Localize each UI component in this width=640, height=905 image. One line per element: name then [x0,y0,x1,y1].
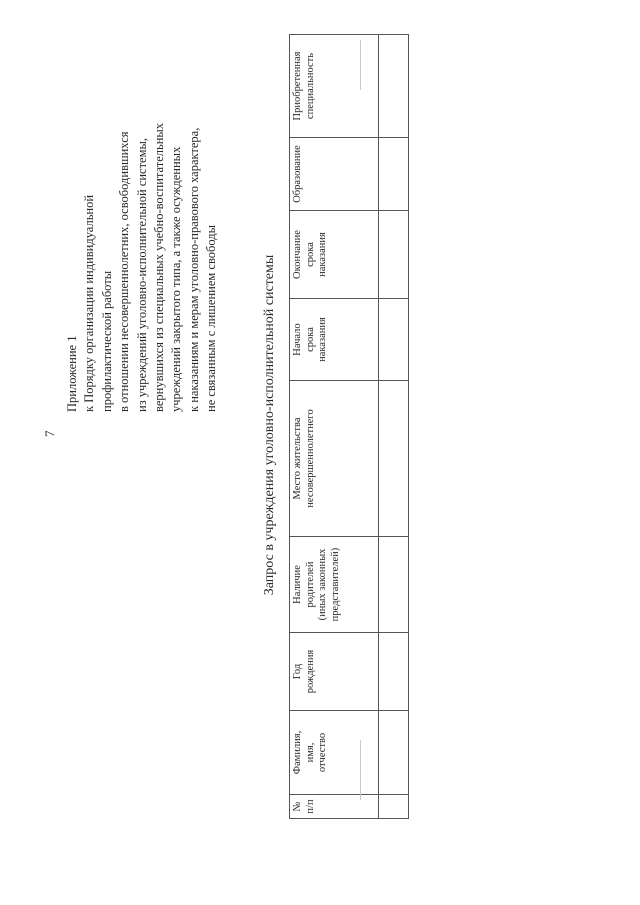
header-specialty: Приобретенная специальность [290,35,379,138]
table-cell [379,633,409,711]
scan-mark [360,40,361,90]
appendix-line: вернувшихся из специальных учебно-воспитательных [152,122,167,412]
appendix-line: Приложение 1 [65,335,79,412]
page-number: 7 [42,430,57,437]
appendix-line: не связанным с лишением свободы [204,224,219,412]
appendix-header [64,12,221,412]
header-full-name: Фамилия, имя, отчество [290,711,379,795]
header-residence: Место жительства несовершеннолетнего [290,381,379,537]
header-birth-year: Год рождения [290,633,379,711]
appendix-line: учреждений закрытого типа, а также осужденных [169,146,184,412]
header-education: Образование [290,138,379,211]
table-row [379,35,409,819]
appendix-line: в отношении несовершеннолетних, освободившихся [117,131,132,412]
header-sentence-start: Начало срока наказания [290,299,379,381]
table-cell [379,795,409,819]
table-cell [379,211,409,299]
table-header-row [290,35,379,819]
appendix-line: к наказаниям и мерам уголовно-правового характера, [186,127,201,412]
appendix-line: к Порядку организации индивидуальной [82,194,97,412]
table-cell [379,299,409,381]
header-number: № п/п [290,795,379,819]
header-parents: Наличие родителей (иных законных представителей) [290,537,379,633]
table-cell [379,537,409,633]
appendix-line: профилактической работы [99,270,114,412]
table-cell [379,381,409,537]
table-title: Запрос в учреждения уголовно-исполнительной системы [262,254,277,596]
header-sentence-end: Окончание срока наказания [290,211,379,299]
table-cell [379,711,409,795]
appendix-line: из учреждений уголовно-исполнительной системы, [134,137,149,412]
table-cell [379,138,409,211]
scan-mark [360,740,361,800]
table-cell [379,35,409,138]
request-table [289,34,409,819]
